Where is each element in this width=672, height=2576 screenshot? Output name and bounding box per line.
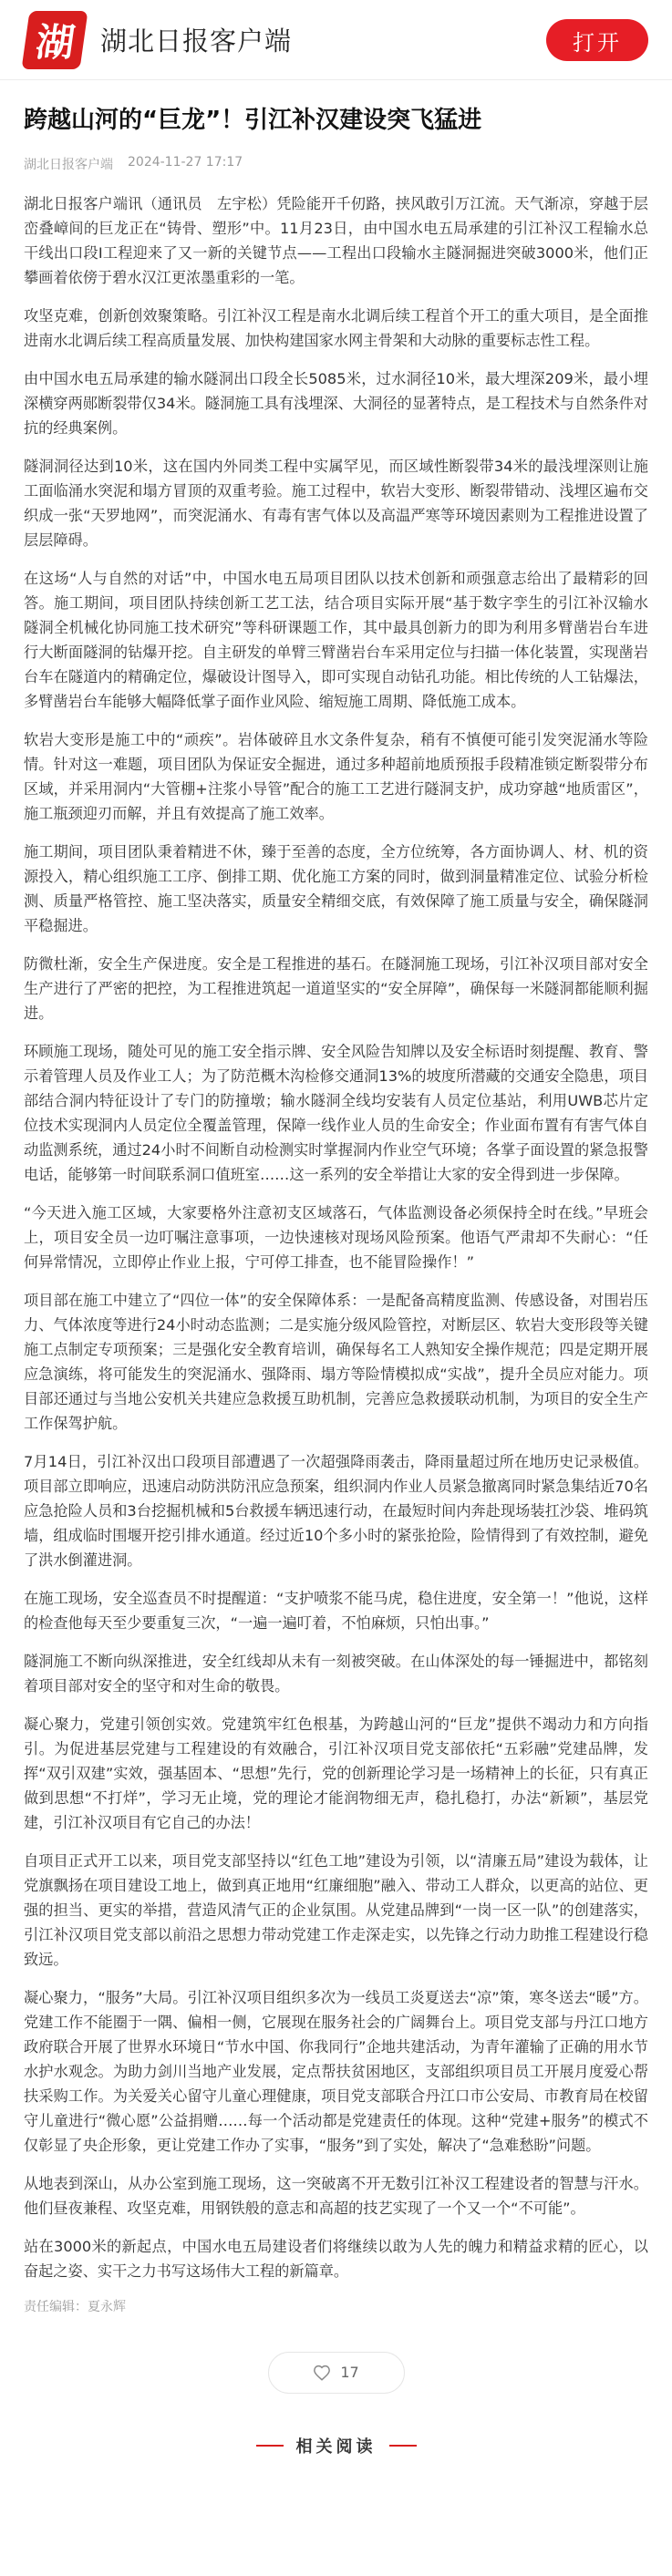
responsible-editor: 责任编辑：夏永辉: [24, 2299, 126, 2314]
paragraph: 隧洞施工不断向纵深推进，安全红线却从未有一刻被突破。在山体深处的每一锤掘进中，都铭刻着项目部对安全的坚守和对生命的敬畏。: [24, 1652, 648, 1695]
paragraph: 从地表到深山，从办公室到施工现场，这一突破离不开无数引江补汉工程建设者的智慧与汗水。他们昼夜兼程、攻坚克难，用钢铁般的意志和高超的技艺实现了一个又一个“不可能”。: [24, 2174, 648, 2217]
like-count: 17: [340, 2364, 359, 2382]
paragraph: 项目部在施工中建立了“四位一体”的安全保障体系：一是配备高精度监测、传感设备，对围岩压力、气体浓度等进行24小时动态监测；二是实施分级风险管控，对断层区、软岩大变形段等关键施工点制定专项预案；三是强化安全教育培训，确保每名工人熟知安全操作规范；四是定期开展应急演练，将可能发生的突泥涌水、强降雨、塌方等险情模拟成“实战”，提升全员应对能力。项目部还通过与当地公安机关共建应急救援互助机制，完善应急救援联动机制，为项目的安全生产工作保驾护航。: [24, 1291, 648, 1432]
article-meta: [24, 155, 648, 173]
like-area: [24, 2352, 648, 2394]
paragraph: 凝心聚力，党建引领创实效。党建筑牢红色根基，为跨越山河的“巨龙”提供不竭动力和方向指引。为促进基层党建与工程建设的有效融合，引江补汉项目党支部依托“五彩融”党建品牌，发挥“双引双建”实效，强基固本、“思想”先行，党的创新理论学习是一场精神上的长征，只有真正做到思想“不打烊”，学习无止境，党的理论才能润物细无声，稳扎稳打，办法“新颖”，基层党建，引江补汉项目有它自己的办法！: [24, 1715, 648, 1831]
paragraph: 防微杜渐，安全生产保进度。安全是工程推进的基石。在隧洞施工现场，引江补汉项目部对安全生产进行了严密的把控，为工程推进筑起一道道坚实的“安全屏障”，确保每一米隧洞都能顺利掘进。: [24, 954, 648, 1022]
paragraph: 自项目正式开工以来，项目党支部坚持以“红色工地”建设为引领，以“清廉五局”建设为载体，让党旗飘扬在项目建设工地上，做到真正地用“红廉细胞”融入、带动工人群众，以更高的站位、更强的担当、更实的举措，营造风清气正的企业氛围。从党建品牌到“一岗一区一队”的创建落实，引江补汉项目党支部以前沿之思想力带动党建工作走深走实，以先锋之行动力助推工程建设行稳致远。: [24, 1851, 648, 1968]
paragraph: 站在3000米的新起点，中国水电五局建设者们将继续以敢为人先的魄力和精益求精的匠心，以奋起之姿、实干之力书写这场伟大工程的新篇章。: [24, 2237, 648, 2280]
article-body: [24, 191, 648, 2283]
article-title: 跨越山河的“巨龙”！引江补汉建设突飞猛进: [24, 107, 482, 134]
logo-glyph: 湖: [33, 19, 77, 65]
paragraph: 施工期间，项目团队秉着精进不休，臻于至善的态度，全方位统筹，各方面协调人、材、机的资源投入，精心组织施工工序、倒排工期、优化施工方案的同时，做到洞量精准定位、试验分析检测、质量严格管控、施工坚决落实，质量安全精细交底，有效保障了施工质量与安全，确保隧洞平稳掘进。: [24, 842, 648, 934]
related-reading-header: [24, 2434, 648, 2458]
like-button[interactable]: [268, 2352, 405, 2394]
app-name: 湖北日报客户端: [100, 26, 293, 57]
divider: [389, 2445, 417, 2447]
paragraph: 湖北日报客户端讯（通讯员 左宇松）凭险能开千仞路，挟风敢引万江流。天气渐凉，穿越于层峦叠嶂间的巨龙正在“铸骨、塑形”中。11月23日，由中国水电五局承建的引江补汉工程输水总干线出口段Ⅰ工程迎来了又一新的关键节点——工程出口段输水主隧洞掘进突破3000米，他们正攀画着依傍于碧水汉江更浓墨重彩的一笔。: [24, 194, 648, 286]
heart-icon: [313, 2365, 331, 2381]
paragraph: 软岩大变形是施工中的“顽疾”。岩体破碎且水文条件复杂，稍有不慎便可能引发突泥涌水等险情。针对这一难题，项目团队为保证安全掘进，通过多种超前地质预报手段精准锁定断裂带分布区域，并采用洞内“大管棚+注浆小导管”配合的施工工艺进行隧洞支护，成功穿越“地质雷区”，施工瓶颈迎刃而解，并且有效提高了施工效率。: [24, 730, 648, 822]
divider: [256, 2445, 284, 2447]
paragraph: 环顾施工现场，随处可见的施工安全指示牌、安全风险告知牌以及安全标语时刻提醒、教育、警示着管理人员及作业工人；为了防范概木沟检修交通洞13%的坡度所潜藏的交通安全隐患，项目部结合洞内特征设计了专门的防撞墩；输水隧洞全线均安装有人员定位基站，利用UWB芯片定位技术实现洞内人员定位全覆盖管理，保障一线作业人员的生命安全；作业面布置有有害气体自动监测系统，通过24小时不间断自动检测实时掌握洞内作业空气环境；各掌子面设置的紧急报警电话，能够第一时间联系洞口值班室……这一系列的安全举措让大家的安全得到进一步保障。: [24, 1042, 648, 1183]
open-app-button[interactable]: 打开: [546, 19, 648, 61]
paragraph: 隧洞洞径达到10米，这在国内外同类工程中实属罕见，而区域性断裂带34米的最浅埋深则让施工面临涌水突泥和塌方冒顶的双重考验。施工过程中，软岩大变形、断裂带错动、浅埋区遍布交织成一张“天罗地网”，而突泥涌水、有毒有害气体以及高温严寒等环境因素则为工程推进设置了层层障碍。: [24, 457, 648, 549]
app-logo: [22, 11, 88, 69]
paragraph: 由中国水电五局承建的输水隧洞出口段全长5085米，过水洞径10米，最大埋深209米，最小埋深横穿两郧断裂带仅34米。隧洞施工具有浅埋深、大洞径的显著特点，是工程技术与自然条件对抗的经典案例。: [24, 369, 648, 437]
paragraph: “今天进入施工区域，大家要格外注意初支区域落石，气体监测设备必须保持全时在线。”早班会上，项目安全员一边叮嘱注意事项，一边快速核对现场风险预案。他语气严肃却不失耐心：“任何异常情况，立即停止作业上报，宁可停工排查，也不能冒险操作！”: [24, 1203, 648, 1271]
paragraph: 凝心聚力，“服务”大局。引江补汉项目组织多次为一线员工炎夏送去“凉”策，寒冬送去“暖”方。党建工作不能圈于一隅、偏相一侧，它展现在服务社会的广阔舞台上。项目党支部与丹江口地方政府联合开展了世界水环境日“节水中国、你我同行”企地共建活动，为青年灌输了正确的用水节水护水观念。为助力剑川当地产业发展，定点帮扶贫困地区，支部组织项目员工开展月度爱心帮扶采购工作。为关爱关心留守儿童心理健康，项目党支部联合丹江口市公安局、市教育局在校留守儿童进行“微心愿”公益捐赠……每一个活动都是党建责任的体现。这种“党建+服务”的模式不仅彰显了央企形象，更让党建工作办了实事，“服务”到了实处，解决了“急难愁盼”问题。: [24, 1988, 648, 2154]
article-date: 2024-11-27 17:17: [128, 154, 243, 170]
paragraph: 在施工现场，安全巡查员不时提醒道：“支护喷浆不能马虎，稳住进度，安全第一！”他说，这样的检查他每天至少要重复三次，“一遍一遍叮着，不怕麻烦，只怕出事。”: [24, 1589, 648, 1632]
paragraph: 在这场“人与自然的对话”中，中国水电五局项目团队以技术创新和顽强意志给出了最精彩的回答。施工期间，项目团队持续创新工艺工法，结合项目实际开展“基于数字孪生的引江补汉输水隧洞全机械化协同施工技术研究”等科研课题工作，其中最具创新力的即为利用多臂凿岩台车进行大断面隧洞的钻爆开挖。自主研发的单臂三臂凿岩台车采用定位与扫描一体化装置，实现凿岩台车在隧道内的精确定位，爆破设计图导入，即可实现自动钻孔功能。相比传统的人工钻爆法，多臂凿岩台车能够大幅降低掌子面作业风险、缩短施工周期、降低施工成本。: [24, 569, 648, 710]
paragraph: 7月14日，引江补汉出口段项目部遭遇了一次超强降雨袭击，降雨量超过所在地历史记录极值。项目部立即响应，迅速启动防洪防汛应急预案，组织洞内作业人员紧急撤离同时紧急集结近70名应急抢险人员和3台挖掘机械和5台救援车辆迅速行动，在最短时间内奔赴现场装扛沙袋、堆码筑墙，组成临时围堰开挖引排水通道。经过近10个多小时的紧张抢险，险情得到了有效控制，避免了洪水倒灌进洞。: [24, 1452, 648, 1569]
article: [0, 80, 672, 2458]
article-source: 湖北日报客户端: [24, 157, 113, 172]
app-header: [0, 0, 672, 80]
paragraph: 攻坚克难，创新创效聚策略。引江补汉工程是南水北调后续工程首个开工的重大项目，是全面推进南水北调后续工程高质量发展、加快构建国家水网主骨架和大动脉的重要标志性工程。: [24, 306, 648, 349]
related-reading-label: 相关阅读: [295, 2437, 377, 2457]
